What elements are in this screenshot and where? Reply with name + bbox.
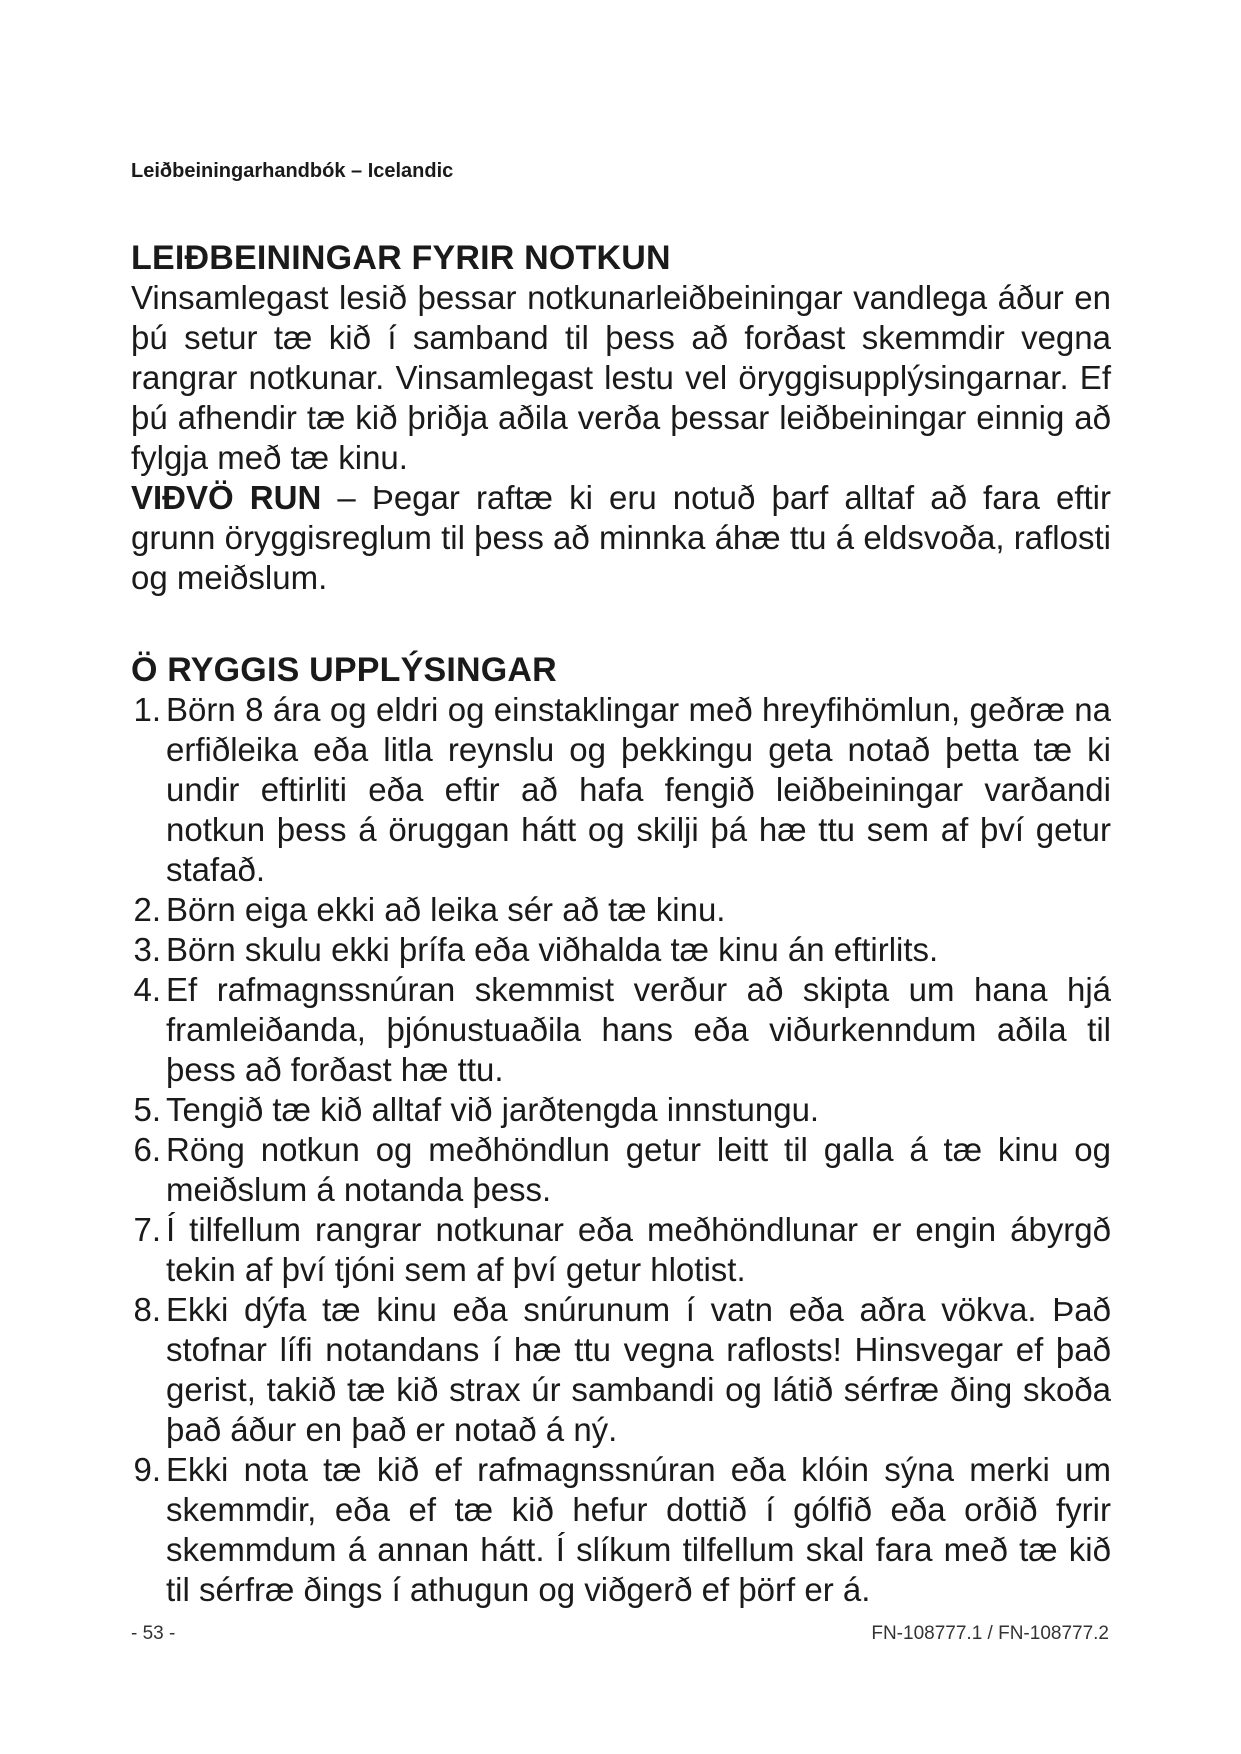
list-item	[131, 890, 1111, 930]
warning-label: VIÐVÖ RUN	[131, 479, 322, 516]
list-item-number: 5.	[133, 1091, 161, 1128]
list-item	[131, 1090, 1111, 1130]
list-item-number: 8.	[133, 1291, 161, 1328]
list-item-number: 9.	[133, 1451, 161, 1488]
page-number: - 53 -	[131, 1623, 176, 1644]
list-item	[131, 690, 1111, 890]
warning-text: – Þegar raftæ ki eru notuð þarf alltaf að fara eftir grunn öryggisreglum til þess að minnka áhæ ttu á eldsvoða, raflosti og meiðslum.	[131, 479, 1111, 596]
list-item-number: 4.	[133, 971, 161, 1008]
list-item-number: 6.	[133, 1131, 161, 1168]
list-item	[131, 1450, 1111, 1610]
list-item	[131, 1130, 1111, 1210]
section-spacer	[131, 598, 1111, 650]
warning-paragraph	[131, 478, 1111, 598]
list-item	[131, 1290, 1111, 1450]
list-item-text: Í tilfellum rangrar notkunar eða meðhöndlunar er engin ábyrgð tekin af því tjóni sem af því getur hlotist.	[166, 1211, 1111, 1288]
list-item-text: Börn eiga ekki að leika sér að tæ kinu.	[166, 891, 726, 928]
list-item-text: Ekki nota tæ kið ef rafmagnssnúran eða klóin sýna merki um skemmdir, eða ef tæ kið hefur dottið í gólfið eða orðið fyrir skemmdum á annan hátt. Í slíkum tilfellum skal fara með tæ kið til sérfræ ðings í athugun og viðgerð ef þörf er á.	[166, 1451, 1111, 1608]
manual-language-header: Leiðbeiningarhandbók – Icelandic	[131, 160, 454, 182]
list-item-number: 1.	[133, 691, 161, 728]
list-item-number: 2.	[133, 891, 161, 928]
intro-paragraph: Vinsamlegast lesið þessar notkunarleiðbeiningar vandlega áður en þú setur tæ kið í samband til þess að forðast skemmdir vegna rangrar notkunar. Vinsamlegast lestu vel öryggisupplýsingarnar. Ef þú afhendir tæ kið þriðja aðila verða þessar leiðbeiningar einnig að fylgja með tæ kinu.	[131, 279, 1111, 476]
list-item-text: Ef rafmagnssnúran skemmist verður að skipta um hana hjá framleiðanda, þjónustuaðila hans eða viðurkenndum aðila til þess að forðast hæ ttu.	[166, 971, 1111, 1088]
list-item-text: Ekki dýfa tæ kinu eða snúrunum í vatn eða aðra vökva. Það stofnar lífi notandans í hæ ttu vegna raflosts! Hinsvegar ef það gerist, takið tæ kið strax úr sambandi og látið sérfræ ðing skoða það áður en það er notað á ný.	[166, 1291, 1111, 1448]
product-code: FN-108777.1 / FN-108777.2	[871, 1623, 1109, 1644]
safety-list	[131, 690, 1111, 1610]
list-item-text: Börn 8 ára og eldri og einstaklingar með hreyfihömlun, geðræ na erfiðleika eða litla reynslu og þekkingu geta notað þetta tæ ki undir eftirliti eða eftir að hafa fengið leiðbeiningar varðandi notkun þess á öruggan hátt og skilji þá hæ ttu sem af því getur stafað.	[166, 691, 1111, 888]
list-item	[131, 1210, 1111, 1290]
list-item	[131, 970, 1111, 1090]
list-item-number: 3.	[133, 931, 161, 968]
safety-information-title: Ö RYGGIS UPPLÝSINGAR	[131, 651, 557, 689]
list-item-text: Röng notkun og meðhöndlun getur leitt til galla á tæ kinu og meiðslum á notanda þess.	[166, 1131, 1111, 1208]
list-item-text: Tengið tæ kið alltaf við jarðtengda innstungu.	[166, 1091, 820, 1128]
list-item	[131, 930, 1111, 970]
content-area	[131, 238, 1111, 1610]
list-item-text: Börn skulu ekki þrífa eða viðhalda tæ kinu án eftirlits.	[166, 931, 939, 968]
list-item-number: 7.	[133, 1211, 161, 1248]
usage-instructions-title: LEIÐBEININGAR FYRIR NOTKUN	[131, 239, 671, 277]
